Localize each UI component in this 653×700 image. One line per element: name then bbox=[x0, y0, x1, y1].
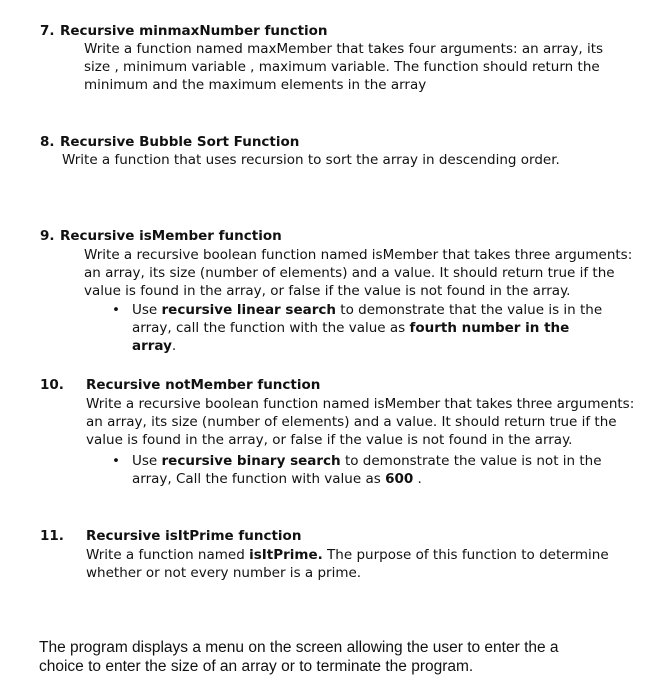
section-7-body-line-1: Write a function named maxMember that takes four arguments: an array, its bbox=[84, 41, 604, 57]
section-9-bullet-strong: recursive linear search bbox=[161, 302, 336, 318]
section-7-number: 7. bbox=[40, 23, 55, 39]
section-9-bullet-strong-2: fourth number in the bbox=[409, 320, 570, 336]
section-7-body-line-2: size , minimum variable , maximum variable. The function should return the bbox=[84, 59, 600, 75]
section-9-body-line-3: value is found in the array, or false if the value is not found in the array. bbox=[84, 283, 571, 299]
section-11-title: Recursive isItPrime function bbox=[86, 528, 302, 544]
section-10-body-line-1: Write a recursive boolean function named isMember that takes three arguments: bbox=[86, 396, 635, 412]
section-9-bullet-line-3: array. bbox=[132, 338, 177, 354]
closing-line-1: The program displays a menu on the screen allowing the user to enter the a bbox=[39, 639, 559, 656]
section-7-title: Recursive minmaxNumber function bbox=[60, 23, 328, 39]
section-10-body-line-3: value is found in the array, or false if the value is not found in the array. bbox=[86, 432, 573, 448]
section-8-number: 8. bbox=[40, 134, 55, 150]
closing-line-2: choice to enter the size of an array or to terminate the program. bbox=[39, 658, 474, 675]
section-9-title: Recursive isMember function bbox=[60, 228, 282, 244]
section-10-body-line-2: an array, its size (number of elements) and a value. It should return true if the bbox=[86, 414, 617, 430]
section-9-body-line-2: an array, its size (number of elements) and a value. It should return true if the bbox=[84, 265, 615, 281]
section-10-bullet-strong: recursive binary search bbox=[161, 453, 341, 469]
section-11-body-line-2: whether or not every number is a prime. bbox=[86, 565, 362, 581]
section-7-body-line-3: minimum and the maximum elements in the array bbox=[84, 77, 427, 93]
section-10-bullet-icon: • bbox=[112, 453, 120, 469]
section-10-bullet-strong-2: 600 bbox=[385, 471, 414, 487]
section-9-bullet-icon: • bbox=[112, 302, 120, 318]
section-9-number: 9. bbox=[40, 228, 55, 244]
section-9-bullet-line-1: Use recursive linear search to demonstrate that the value is in the bbox=[132, 302, 603, 318]
section-9-body-line-1: Write a recursive boolean function named isMember that takes three arguments: bbox=[84, 247, 633, 263]
section-10-bullet-line-2: array, Call the function with value as 600 . bbox=[132, 471, 422, 487]
section-9-bullet-line-2: array, call the function with the value as fourth number in the bbox=[132, 320, 570, 336]
section-11-body-strong: isItPrime. bbox=[249, 547, 323, 563]
section-10-title: Recursive notMember function bbox=[86, 377, 321, 393]
section-10-number: 10. bbox=[40, 377, 64, 393]
section-10-bullet-line-1: Use recursive binary search to demonstrate the value is not in the bbox=[132, 453, 602, 469]
section-11-body-line-1: Write a function named isItPrime. The purpose of this function to determine bbox=[86, 547, 609, 563]
section-8-body-line-1: Write a function that uses recursion to sort the array in descending order. bbox=[62, 152, 560, 168]
section-8-title: Recursive Bubble Sort Function bbox=[60, 134, 300, 150]
section-11-number: 11. bbox=[40, 528, 64, 544]
